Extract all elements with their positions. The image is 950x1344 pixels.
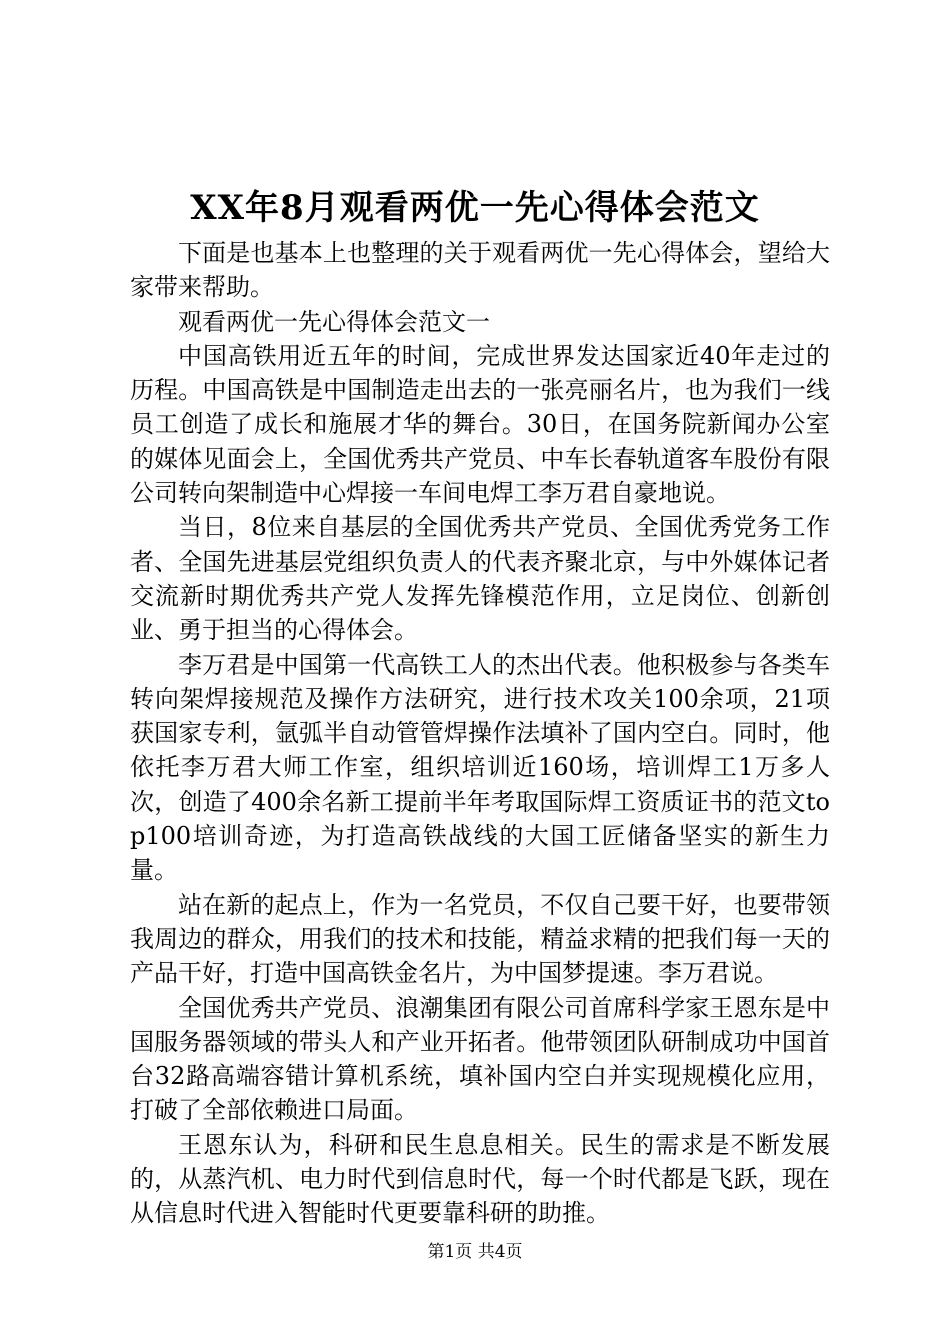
document-title: XX年8月观看两优一先心得体会范文 [190,188,760,228]
paragraph-4: 站在新的起点上，作为一名党员，不仅自己要干好，也要带领我周边的群众，用我们的技术和技能，精益求精的把我们每一天的产品干好，打造中国高铁金名片，为中国梦提速。李万君说。 [130,890,830,988]
paragraph-3: 李万君是中国第一代高铁工人的杰出代表。他积极参与各类车转向架焊接规范及操作方法研究，进行技术攻关100余项，21项获国家专利，氩弧半自动管管焊操作法填补了国内空白。同时，他依托李万君大师工作室，组织培训近160场，培训焊工1万多人次，创造了400余名新工提前半年考取国际焊工资质证书的范文top100培训奇迹，为打造高铁战线的大国工匠储备坚实的新生力量。 [130,650,830,885]
paragraph-1: 中国高铁用近五年的时间，完成世界发达国家近40年走过的历程。中国高铁是中国制造走出去的一张亮丽名片，也为我们一线员工创造了成长和施展才华的舞台。30日，在国务院新闻办公室的媒体见面会上，全国优秀共产党员、中车长春轨道客车股份有限公司转向架制造中心焊接一车间电焊工李万君自豪地说。 [130,341,830,508]
document-body [130,236,830,1231]
paragraph-5: 全国优秀共产党员、浪潮集团有限公司首席科学家王恩东是中国服务器领域的带头人和产业开拓者。他带领团队研制成功中国首台32路高端容错计算机系统，填补国内空白并实现规模化应用，打破了全部依赖进口局面。 [130,993,830,1125]
paragraph-intro: 下面是也基本上也整理的关于观看两优一先心得体会，望给大家带来帮助。 [130,239,830,302]
paragraph-section-heading: 观看两优一先心得体会范文一 [178,307,490,336]
page-footer: 第1页 共4页 [427,1242,523,1262]
paragraph-6: 王恩东认为，科研和民生息息相关。民生的需求是不断发展的，从蒸汽机、电力时代到信息时代，每一个时代都是飞跃，现在从信息时代进入智能时代更要靠科研的助推。 [130,1130,830,1228]
paragraph-2: 当日，8位来自基层的全国优秀共产党员、全国优秀党务工作者、全国先进基层党组织负责人的代表齐聚北京，与中外媒体记者交流新时期优秀共产党人发挥先锋模范作用，立足岗位、创新创业、勇于担当的心得体会。 [130,513,830,645]
